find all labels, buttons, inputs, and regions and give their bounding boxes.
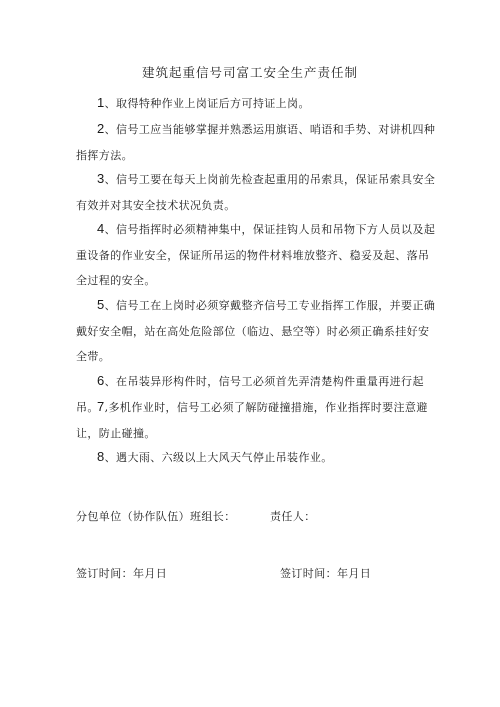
clause-2-text: 、信号工应当能够掌握并熟悉运用旗语、哨语和手势、对讲机四种指挥方法。: [76, 123, 436, 162]
clause-4: [76, 216, 436, 294]
clause-3-number: 3: [97, 171, 105, 186]
clause-5-number: 5: [97, 297, 105, 312]
document-title: 建筑起重信号司富工安全生产责任制: [141, 65, 358, 80]
clause-1-number: 1: [97, 95, 105, 110]
signing-date-right: 签订时间：年月日: [280, 567, 372, 580]
clause-3-text: 、信号工要在每天上岗前先检查起重用的吊索具，保证吊索具安全有效并对其安全技术状况负责。: [76, 173, 436, 212]
clause-8-number: 8: [97, 449, 105, 464]
subcontractor-team-leader-label: 分包单位（协作队伍）班组长：: [76, 510, 236, 523]
clause-7: [76, 394, 436, 446]
clause-6-text: 、在吊装异形构件时，信号工必须首先弄清楚构件重量再进行起吊。: [76, 375, 424, 414]
clause-2: [76, 116, 436, 168]
clause-2-number: 2: [97, 121, 105, 136]
clause-5-text: 、信号工在上岗时必须穿戴整齐信号工专业指挥工作服，并要正确戴好安全帽，站在高处危险部位（临边、悬空等）时必须正确系挂好安全带。: [76, 299, 436, 363]
clause-8-text: 、遇大雨、六级以上大风天气停止吊装作业。: [104, 451, 333, 464]
clause-4-text: 、信号指挥时必须精神集中，保证挂钩人员和吊物下方人员以及起重设备的作业安全，保证所吊运的物件材料堆放整齐、稳妥及起、落吊全过程的安全。: [76, 223, 436, 287]
clause-8: [76, 444, 436, 471]
clause-1-text: 、取得特种作业上岗证后方可持证上岗。: [104, 97, 310, 110]
signing-date-left: 签订时间：年月日: [76, 567, 168, 580]
clause-7-number: 7: [97, 399, 105, 414]
responsible-person-label: 责任人：: [270, 510, 316, 523]
clause-1: [76, 90, 436, 117]
clause-7-text: ,多机作业时，信号工必须了解防碰撞措施，作业指挥时要注意避让，防止碰撞。: [76, 401, 428, 440]
clause-3: [76, 166, 436, 218]
clause-5: [76, 292, 436, 370]
clause-4-number: 4: [97, 221, 105, 236]
clause-6-number: 6: [97, 373, 105, 388]
